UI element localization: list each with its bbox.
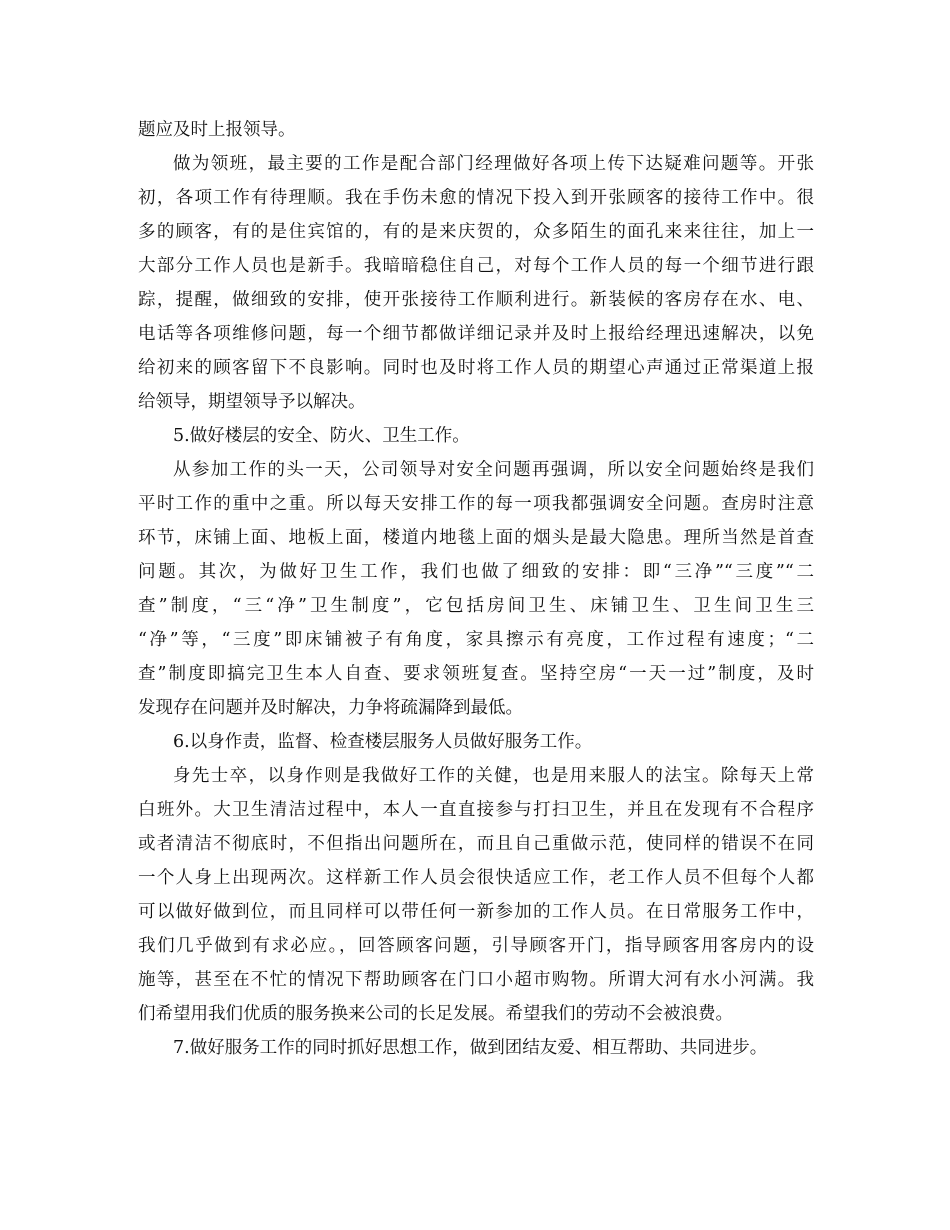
text-line: 电话等各项维修问题，每一个细节都做详细记录并及时上报给经理迅速解决，以免: [138, 324, 814, 344]
text-line: 发现存在问题并及时解决，力争将疏漏降到最低。: [138, 698, 523, 718]
text-line: 身先士卒，以身作则是我做好工作的关健，也是用来服人的法宝。除每天上常: [173, 766, 814, 786]
text-line: 我们几乎做到有求必应。，回答顾客问题，引导顾客开门，指导顾客用客房内的设: [138, 936, 814, 956]
text-line: 环节，床铺上面、地板上面，楼道内地毯上面的烟头是最大隐患。理所当然是首查: [138, 528, 814, 548]
text-line: 给初来的顾客留下不良影响。同时也及时将工作人员的期望心声通过正常渠道上报: [138, 358, 814, 378]
text-line: 问题。其次，为做好卫生工作，我们也做了细致的安排：即“三净”“三度”“二: [138, 562, 814, 582]
text-line: 题应及时上报领导。: [138, 120, 296, 140]
text-line: 做为领班，最主要的工作是配合部门经理做好各项上传下达疑难问题等。开张: [173, 154, 814, 174]
text-line: 平时工作的重中之重。所以每天安排工作的每一项我都强调安全问题。查房时注意: [138, 494, 814, 514]
text-line: 给领导，期望领导予以解决。: [138, 392, 366, 412]
text-line: 查”制度，“三“净”卫生制度”，它包括房间卫生、床铺卫生、卫生间卫生三: [138, 596, 814, 616]
text-line: 施等，甚至在不忙的情况下帮助顾客在门口小超市购物。所谓大河有水小河满。我: [138, 970, 814, 990]
text-line: 一个人身上出现两次。这样新工作人员会很快适应工作，老工作人员不但每个人都: [138, 868, 814, 888]
text-line: 白班外。大卫生清洁过程中，本人一直直接参与打扫卫生，并且在发现有不合程序: [138, 800, 814, 820]
text-line: 查”制度即搞完卫生本人自查、要求领班复查。坚持空房“一天一过”制度，及时: [138, 664, 814, 684]
text-line: 从参加工作的头一天，公司领导对安全问题再强调，所以安全问题始终是我们: [173, 460, 814, 480]
text-line: “净”等，“三度”即床铺被子有角度，家具擦示有亮度，工作过程有速度；“二: [138, 630, 814, 650]
text-line: 大部分工作人员也是新手。我暗暗稳住自己，对每个工作人员的每一个细节进行跟: [138, 256, 814, 276]
text-line: 初，各项工作有待理顺。我在手伤未愈的情况下投入到开张顾客的接待工作中。很: [138, 188, 814, 208]
text-line: 可以做好做到位，而且同样可以带任何一新参加的工作人员。在日常服务工作中，: [138, 902, 814, 922]
text-line: 踪，提醒，做细致的安排，使开张接待工作顺利进行。新装候的客房存在水、电、: [138, 290, 814, 310]
text-line: 或者清洁不彻底时，不但指出问题所在，而且自己重做示范，使同样的错误不在同: [138, 834, 814, 854]
text-line: 多的顾客，有的是住宾馆的，有的是来庆贺的，众多陌生的面孔来来往往，加上一: [138, 222, 814, 242]
text-line: 7.做好服务工作的同时抓好思想工作，做到团结友爱、相互帮助、共同进步。: [173, 1038, 768, 1058]
text-line: 5.做好楼层的安全、防火、卫生工作。: [173, 426, 470, 446]
text-line: 6.以身作责，监督、检查楼层服务人员做好服务工作。: [173, 732, 593, 752]
text-line: 们希望用我们优质的服务换来公司的长足发展。希望我们的劳动不会被浪费。: [138, 1004, 733, 1024]
body-text: [138, 113, 814, 1065]
